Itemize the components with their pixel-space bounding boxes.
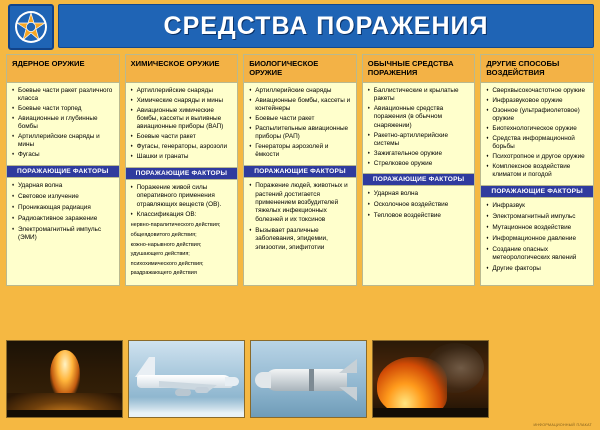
factors-bar: ПОРАЖАЮЩИЕ ФАКТОРЫ xyxy=(363,173,475,186)
list-item: ♦ Баллистические и крылатые ракеты xyxy=(368,87,471,104)
list-item: ♦ Поражение людей, животных и растений достигается применением возбудителей тяжелых инфекционных болезней и их токсинов xyxy=(249,182,352,224)
list-item: ♦ Артиллерийские снаряды и мины xyxy=(12,133,115,150)
factors-bar: ПОРАЖАЮЩИЕ ФАКТОРЫ xyxy=(481,185,593,198)
column-title: БИОЛОГИЧЕСКОЕ ОРУЖИЕ xyxy=(249,59,319,78)
list-item: ♦ Вызывает различные заболевания, эпидемии, эпизоотии, эпифитотии xyxy=(249,227,352,252)
fire-explosion-photo xyxy=(372,340,489,418)
list-item: ♦ Химические снаряды и мины xyxy=(131,97,234,105)
list-item: ♦ Электромагнитный импульс xyxy=(486,213,589,221)
list-item: ♦ Боевые части ракет xyxy=(131,133,234,141)
column-header xyxy=(481,55,593,83)
column-conventional-weapons xyxy=(362,54,476,286)
list-item: ♦ Информационное давление xyxy=(486,235,589,243)
poster-title-bar xyxy=(58,4,594,48)
list-item: ♦ Шашки и гранаты xyxy=(131,153,234,161)
factors-bar: ПОРАЖАЮЩИЕ ФАКТОРЫ xyxy=(244,165,356,178)
list-item: раздражающего действия xyxy=(130,270,197,277)
list-item: ♦ Генераторы аэрозолей и ёмкости xyxy=(249,143,352,160)
list-item: ♦ Другие факторы xyxy=(486,265,589,273)
factors-bar: ПОРАЖАЮЩИЕ ФАКТОРЫ xyxy=(7,165,119,178)
column-chemical-weapons xyxy=(125,54,239,286)
nuclear-explosion-photo xyxy=(6,340,123,418)
column-factors xyxy=(481,198,593,285)
column-factors xyxy=(363,186,475,284)
list-item: ♦ Электромагнитный импульс (ЭМИ) xyxy=(12,226,115,243)
column-factors xyxy=(7,178,119,285)
factors-bar: ПОРАЖАЮЩИЕ ФАКТОРЫ xyxy=(126,167,238,180)
poster-credit: ИНФОРМАЦИОННЫЙ ПЛАКАТ xyxy=(533,423,592,427)
list-item: общеядовитого действия; xyxy=(130,231,197,238)
list-item: ♦ Боевые части ракет различного класса xyxy=(12,87,115,104)
column-title: ОБЫЧНЫЕ СРЕДСТВА ПОРАЖЕНИЯ xyxy=(367,59,454,78)
list-item: ♦ Сверхвысокочастотное оружие xyxy=(486,87,589,95)
list-item: ♦ Инфразвуковое оружие xyxy=(486,97,589,105)
list-item: ♦ Стрелковое оружие xyxy=(368,160,471,168)
column-items xyxy=(244,83,356,165)
list-item: ♦ Средства информационной борьбы xyxy=(486,135,589,152)
list-item: ♦ Фугасы xyxy=(12,151,115,159)
column-biological-weapons xyxy=(243,54,357,286)
column-items xyxy=(7,83,119,165)
list-item: ♦ Тепловое воздействие xyxy=(368,212,471,220)
list-item: ♦ Создание опасных метеорологических явлений xyxy=(486,246,589,263)
column-items xyxy=(363,83,475,173)
list-item: ♦ Осколочное воздействие xyxy=(368,201,471,209)
list-item: ♦ Психотропное и другое оружие xyxy=(486,153,589,161)
list-item: ♦ Инфразвук xyxy=(486,202,589,210)
list-item: ♦ Распылительные авиационные приборы (РАП) xyxy=(249,125,352,142)
column-factors xyxy=(126,180,238,285)
list-item: ♦ Авиационные и глубинные бомбы xyxy=(12,115,115,132)
list-item: ♦ Радиоактивное заражение xyxy=(12,215,115,223)
column-items xyxy=(126,83,238,167)
column-header xyxy=(363,55,475,83)
list-item: удушающего действия; xyxy=(130,251,190,258)
list-item: ♦ Поражение живой силы оперативного применения отравляющих веществ (ОВ). xyxy=(131,184,234,209)
list-item: психохимического действия; xyxy=(130,260,204,267)
list-item: ♦ Озонное (ультрафиолетовое) оружие xyxy=(486,107,589,124)
column-header xyxy=(126,55,238,83)
list-item: ♦ Мутационное воздействие xyxy=(486,224,589,232)
column-other-methods xyxy=(480,54,594,286)
list-item: ♦ Ударная волна xyxy=(368,190,471,198)
list-item: ♦ Артиллерийские снаряды xyxy=(131,87,234,95)
column-header xyxy=(7,55,119,83)
list-item: ♦ Классификация ОВ: xyxy=(131,211,234,219)
columns-container xyxy=(6,54,594,286)
missile-bomb-photo xyxy=(250,340,367,418)
column-nuclear-weapons xyxy=(6,54,120,286)
list-item: кожно-нарывного действия; xyxy=(130,241,202,248)
list-item: ♦ Проникающая радиация xyxy=(12,204,115,212)
military-aircraft-photo xyxy=(128,340,245,418)
list-item: ♦ Световое излучение xyxy=(12,193,115,201)
column-title: ДРУГИЕ СПОСОБЫ ВОЗДЕЙСТВИЯ xyxy=(486,59,560,78)
column-header xyxy=(244,55,356,83)
list-item: ♦ Фугасы, генераторы, аэрозоли xyxy=(131,143,234,151)
list-item: ♦ Авиационные средства поражения (в обычном снаряжении) xyxy=(368,105,471,130)
column-items xyxy=(481,83,593,185)
list-item: ♦ Артиллерийские снаряды xyxy=(249,87,352,95)
list-item: ♦ Биотехнологическое оружие xyxy=(486,125,589,133)
list-item: ♦ Ракетно-артиллерийские системы xyxy=(368,132,471,149)
photos-row xyxy=(6,340,594,418)
emchs-star-emblem-icon xyxy=(8,4,54,50)
list-item: ♦ Авиационные химические бомбы, кассеты и выливные авиационные приборы (ВАП) xyxy=(131,107,234,132)
page-title: СРЕДСТВА ПОРАЖЕНИЯ xyxy=(163,11,489,40)
list-item: ♦ Ударная волна xyxy=(12,182,115,190)
list-item: ♦ Комплексное воздействие климатом и погодой xyxy=(486,163,589,180)
list-item: ♦ Боевые части ракет xyxy=(249,115,352,123)
list-item: ♦ Боевые части торпед xyxy=(12,105,115,113)
column-factors xyxy=(244,178,356,285)
list-item: ♦ Авиационные бомбы, кассеты и контейнеры xyxy=(249,97,352,114)
column-title: ЯДЕРНОЕ ОРУЖИЕ xyxy=(12,59,85,68)
poster-header xyxy=(0,0,600,52)
list-item: ♦ Зажигательное оружие xyxy=(368,150,471,158)
column-title: ХИМИЧЕСКОЕ ОРУЖИЕ xyxy=(130,59,220,68)
list-item: нервно-паралитического действия; xyxy=(130,222,221,229)
